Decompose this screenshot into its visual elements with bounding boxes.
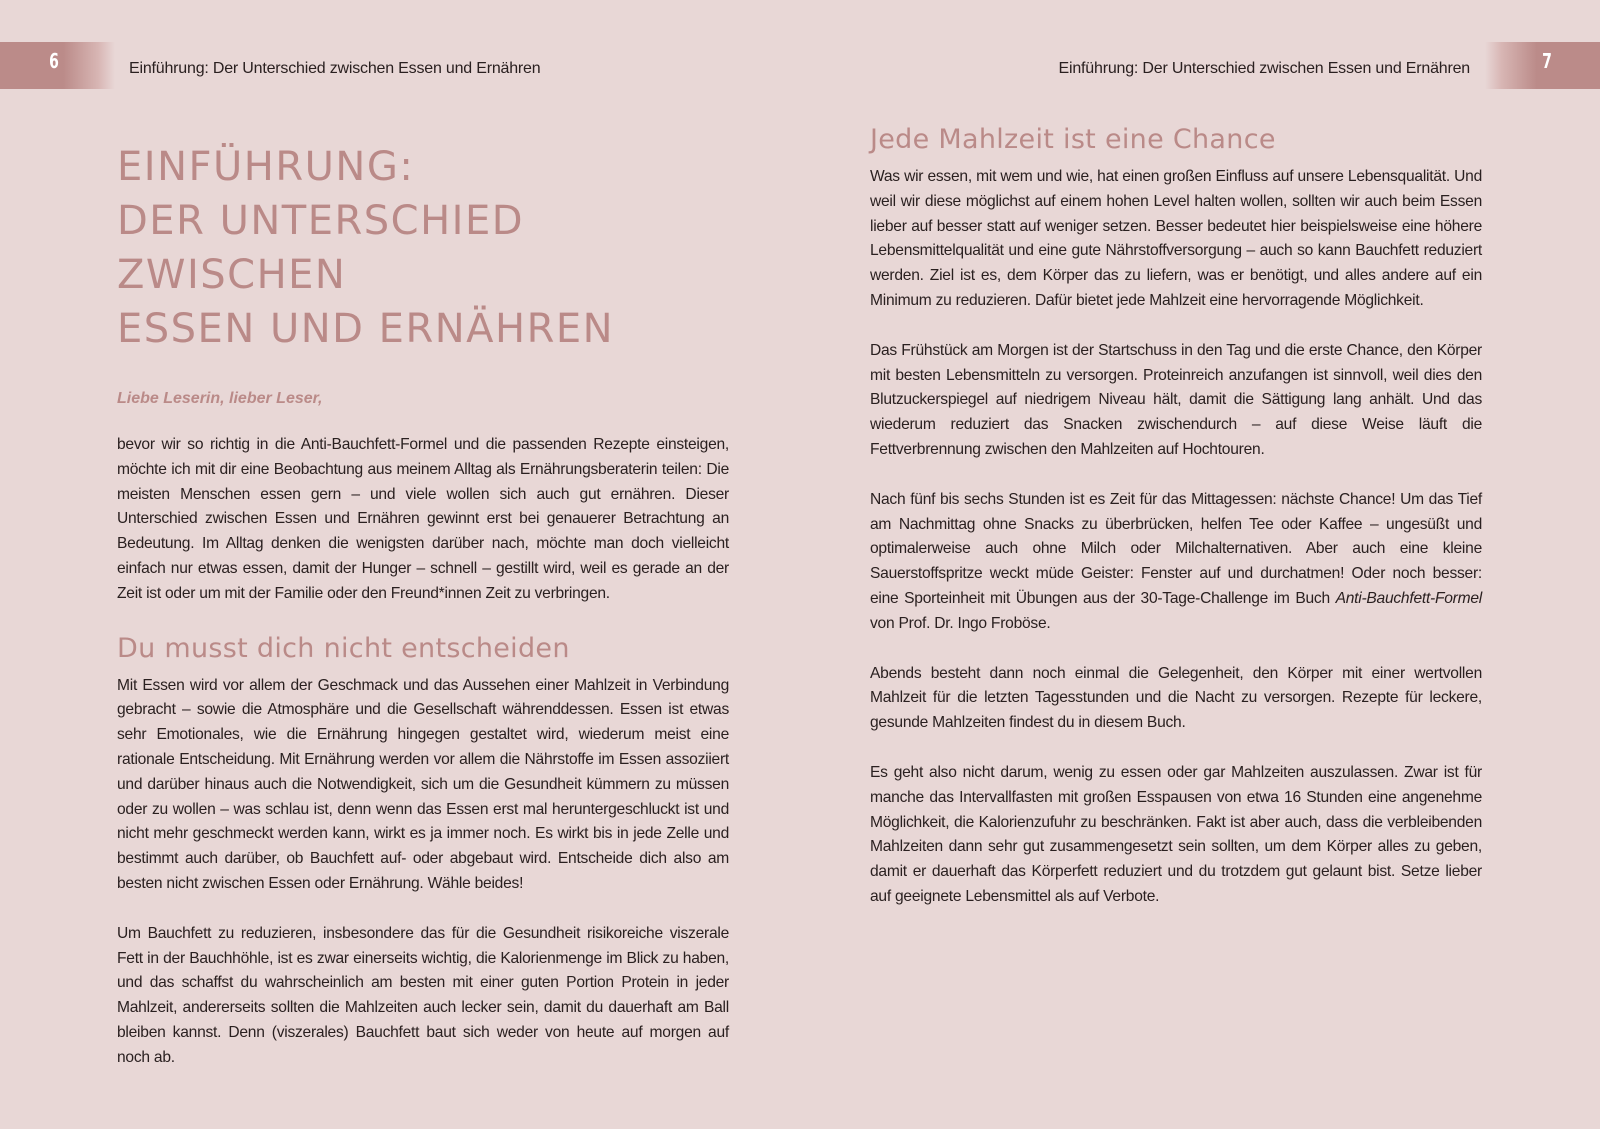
spacer bbox=[117, 664, 729, 674]
body-paragraph: Das Frühstück am Morgen ist der Startschuss in den Tag und die erste Chance, den Körper mit besten Lebensmitteln zu versorgen. Proteinreich anzufangen ist sinnvoll, weil dies den Blutzuckerspiegel auf niedrigem Niveau hält, damit die Sättigung lang anhält. Und das wiederum reduziert das Snacken zwischendurch – auf diese Weise läuft die Fettverbrennung zwischen den Mahlzeiten auf Hochtouren. bbox=[870, 341, 1482, 458]
page-number-left: 6 bbox=[48, 48, 59, 73]
chapter-title-line-3: ESSEN UND ERNÄHREN bbox=[117, 306, 615, 352]
intro-paragraph: bevor wir so richtig in die Anti-Bauchfett-Formel und die passenden Rezepte einsteigen, möchte ich mit dir eine Beobachtung aus meinem Alltag als Ernährungsberaterin teilen: Die meisten Menschen essen gern – und viele wollen sich auch gut ernähren. Dieser Unterschied zwischen Essen und Ernähren gewinnt erst bei genauerer Betrachtung an Bedeutung. Im Alltag denken die wenigsten darüber nach, möchte man doch vielleicht einfach nur etwas essen, damit der Hunger – schnell – gestillt wird, weil es gerade an der Zeit ist oder um mit der Familie oder den Freund*innen Zeit zu verbringen. bbox=[117, 436, 729, 602]
spacer bbox=[870, 314, 1482, 339]
body-paragraph: Um Bauchfett zu reduzieren, insbesondere das für die Gesundheit risikoreiche viszerale Fett in der Bauchhöhle, ist es zwar einerseits wichtig, die Kalorienmenge im Blick zu haben, und das schaffst du wahrscheinlich am besten mit einer guten Portion Protein in jeder Mahlzeit, andererseits sollten die Mahlzeiten auch lecker sein, damit du dauerhaft am Ball bleiben kannst. Denn (viszerales) Bauchfett baut sich weder von heute auf morgen auf noch ab. bbox=[117, 924, 729, 1066]
spacer bbox=[870, 463, 1482, 488]
lunch-text-before: Nach fünf bis sechs Stunden ist es Zeit für das Mittagessen: nächste Chance! Um das Tief am Nachmittag ohne Snacks zu überbrücken, helfen Tee oder Kaffee – ungesüßt und optimalerweise auch ohne Milch oder Milchalternativen. Aber auch eine kleine Sauerstoffspritze weckt müde Geister: Fenster auf und durchatmen! Oder noch besser: eine Sporteinheit mit Übungen aus der 30-Tage-Challenge im Buch bbox=[870, 490, 1482, 607]
salutation: Liebe Leserin, lieber Leser, bbox=[117, 390, 323, 407]
body-paragraph: Abends besteht dann noch einmal die Gelegenheit, den Körper mit einer wertvollen Mahlzeit für die letzten Tagesstunden und die Nacht zu versorgen. Rezepte für leckere, gesunde Mahlzeiten findest du in diesem Buch. bbox=[870, 664, 1482, 732]
left-column bbox=[117, 140, 729, 1071]
right-column bbox=[870, 124, 1482, 910]
lunch-paragraph bbox=[870, 488, 1482, 637]
running-head-left: Einführung: Der Unterschied zwischen Essen und Ernähren bbox=[129, 60, 541, 77]
spacer bbox=[117, 897, 729, 922]
section-heading-right: Jede Mahlzeit ist eine Chance bbox=[870, 124, 1276, 155]
page-number-right: 7 bbox=[1541, 48, 1552, 73]
body-paragraph: Was wir essen, mit wem und wie, hat einen großen Einfluss auf unsere Lebensqualität. Und weil wir diese möglichst auf einem hohen Level halten wollen, sollten wir auch beim Essen lieber auf besser statt auf weniger setzen. Besser bedeutet hier beispielsweise eine höhere Lebensmittelqualität und eine gute Nährstoffversorgung – auch so kann Bauchfett reduziert werden. Ziel ist es, dem Körper das zu liefern, was er benötigt, und alles andere auf ein Minimum zu reduzieren. Dafür bietet jede Mahlzeit eine hervorragende Möglichkeit. bbox=[870, 168, 1482, 309]
spacer bbox=[870, 155, 1482, 165]
section-heading-left: Du musst dich nicht entscheiden bbox=[117, 632, 570, 664]
spacer bbox=[870, 637, 1482, 662]
chapter-title-line-1: EINFÜHRUNG: bbox=[117, 144, 415, 190]
body-paragraph: Es geht also nicht darum, wenig zu essen oder gar Mahlzeiten auszulassen. Zwar ist für manche das Intervallfasten mit großen Esspausen von etwa 16 Stunden eine angenehme Möglichkeit, die Kalorienzufuhr zu beschränken. Fakt ist aber auch, dass die verbleibenden Mahlzeiten dann sehr gut zusammengesetzt sein sollten, um dem Körper alles zu geben, damit er dauerhaft das Körperfett reduziert und du trotzdem gut gelaunt bist. Setze lieber auf geeignete Lebensmittel als auf Verbote. bbox=[870, 763, 1482, 905]
book-title: Anti-Bauchfett-Formel bbox=[1335, 589, 1482, 607]
lunch-text-after: von Prof. Dr. Ingo Froböse. bbox=[870, 614, 1051, 632]
body-paragraph: Mit Essen wird vor allem der Geschmack und das Aussehen einer Mahlzeit in Verbindung gebracht – sowie die Atmosphäre und die Gesellschaft währenddessen. Essen ist etwas sehr Emotionales, wie die Ernährung hingegen gestaltet wird, wiederum meist eine rationale Entscheidung. Mit Ernährung werden vor allem die Nährstoffe im Essen assoziiert und darüber hinaus auch die Notwendigkeit, sich um die Gesundheit kümmern zu müssen oder zu wollen – was schlau ist, denn wenn das Essen erst mal heruntergeschluckt ist und nicht mehr geschmeckt werden kann, wirkt es ja immer noch. Es wirkt bis in jede Zelle und bestimmt auch darüber, ob Bauchfett auf- oder abgebaut wird. Entscheide dich also am besten nicht zwischen Essen oder Ernährung. Wähle beides! bbox=[117, 676, 729, 892]
spacer bbox=[117, 408, 729, 433]
spacer bbox=[870, 736, 1482, 761]
spacer bbox=[117, 607, 729, 633]
running-head-right: Einführung: Der Unterschied zwischen Essen und Ernähren bbox=[1058, 60, 1470, 77]
page-number-tab-right bbox=[1485, 42, 1600, 89]
page-number-tab-left bbox=[0, 42, 115, 89]
chapter-title bbox=[117, 140, 729, 356]
chapter-title-line-2: DER UNTERSCHIED ZWISCHEN bbox=[117, 198, 525, 298]
